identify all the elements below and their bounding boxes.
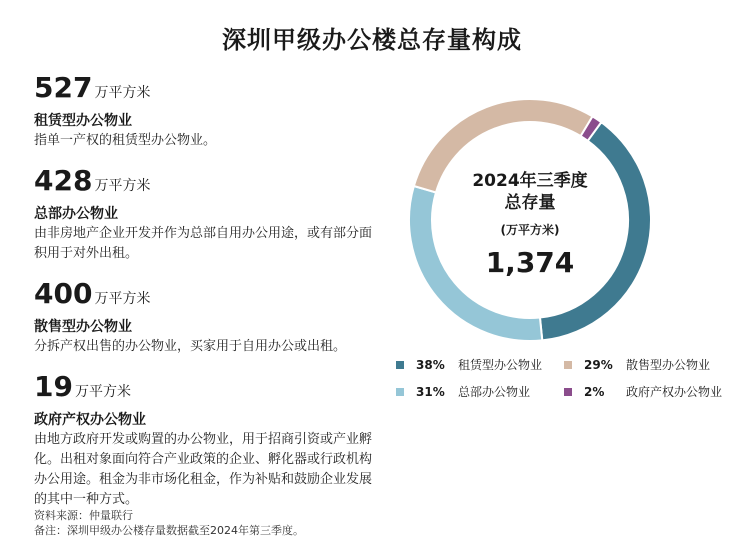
center-unit: (万平方米) xyxy=(500,223,560,237)
stat-name: 政府产权办公物业 xyxy=(34,412,146,428)
stat-item-lease xyxy=(34,72,374,151)
legend-label: 散售型办公物业 xyxy=(626,358,711,372)
stat-value: 19 万平方米 xyxy=(34,370,131,403)
stat-unit: 万平方米 xyxy=(74,384,131,400)
legend-item xyxy=(396,383,564,400)
legend-swatch xyxy=(564,361,572,369)
stat-name: 总部办公物业 xyxy=(34,206,118,222)
stat-item-government xyxy=(34,371,374,510)
source-note xyxy=(34,508,304,538)
legend-item xyxy=(564,356,732,373)
legend-item xyxy=(564,383,732,400)
stat-unit: 万平方米 xyxy=(94,85,151,101)
center-total: 1,374 xyxy=(485,246,575,279)
donut-center xyxy=(430,170,630,280)
stat-value: 428 万平方米 xyxy=(34,164,151,197)
legend-percent: 29% xyxy=(584,357,613,372)
stat-name: 散售型办公物业 xyxy=(34,319,132,335)
stat-item-strata xyxy=(34,278,374,357)
legend-swatch xyxy=(396,361,404,369)
legend-swatch xyxy=(564,388,572,396)
stat-name: 租赁型办公物业 xyxy=(34,113,132,129)
source-line: 资料来源：仲量联行 xyxy=(34,509,133,522)
stats-column xyxy=(34,72,374,524)
stat-desc: 由非房地产企业开发并作为总部自用办公用途，或有部分面积用于对外出租。 xyxy=(34,226,373,261)
chart-title: 深圳甲级办公楼总存量构成 xyxy=(222,26,522,54)
stat-desc: 指单一产权的租赁型办公物业。 xyxy=(34,133,217,148)
stat-unit: 万平方米 xyxy=(94,178,151,194)
note-line: 备注：深圳甲级办公楼存量数据截至2024年第三季度。 xyxy=(34,524,304,537)
stat-value: 527 万平方米 xyxy=(34,71,151,104)
legend-percent: 2% xyxy=(584,384,605,399)
center-period: 2024年三季度 xyxy=(472,171,588,191)
stat-value: 400 万平方米 xyxy=(34,277,151,310)
legend-swatch xyxy=(396,388,404,396)
legend-item xyxy=(396,356,564,373)
center-label: 总存量 xyxy=(504,193,556,213)
chart-legend xyxy=(396,356,736,400)
legend-percent: 38% xyxy=(416,357,445,372)
legend-label: 总部办公物业 xyxy=(458,385,531,399)
legend-percent: 31% xyxy=(416,384,445,399)
stat-unit: 万平方米 xyxy=(94,291,151,307)
legend-label: 租赁型办公物业 xyxy=(458,358,543,372)
stat-desc: 由地方政府开发或购置的办公物业，用于招商引资或产业孵化。出租对象面向符合产业政策的企业、孵化器或行政机构办公用途。租金为非市场化租金，作为补贴和鼓励企业发展的其中一种方式。 xyxy=(34,432,373,507)
stat-item-headquarters xyxy=(34,165,374,264)
stat-desc: 分拆产权出售的办公物业，买家用于自用办公或出租。 xyxy=(34,339,347,354)
legend-label: 政府产权办公物业 xyxy=(626,385,723,399)
